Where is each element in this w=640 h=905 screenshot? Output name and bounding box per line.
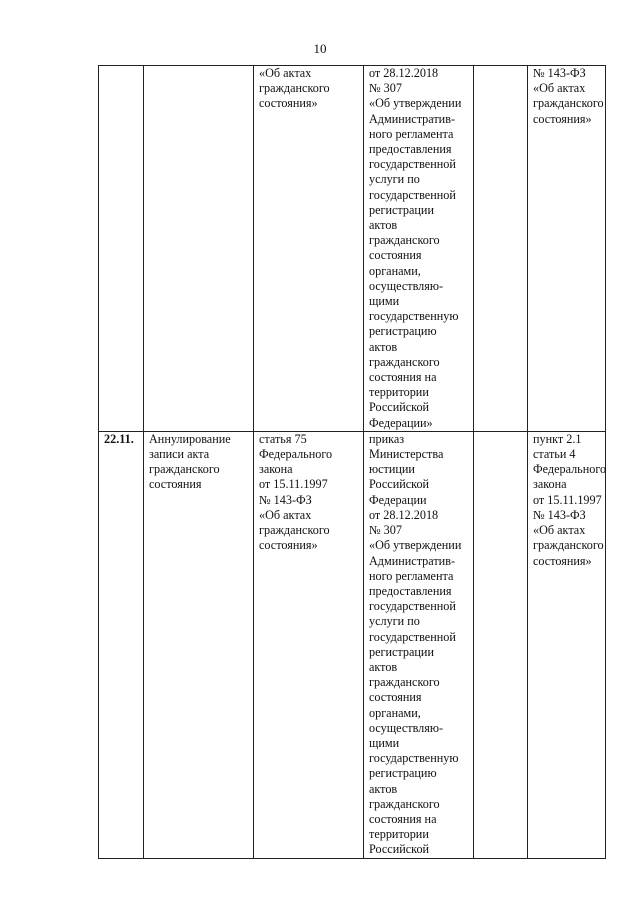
cell-empty	[474, 66, 528, 432]
cell-text-line: приказ	[369, 431, 405, 446]
cell-text-line: Административ-	[369, 111, 456, 126]
cell-text-line: закона	[533, 477, 567, 492]
cell-number	[99, 66, 144, 432]
cell-text-line: актов	[369, 659, 398, 674]
cell-text-line: № 307	[369, 81, 402, 96]
cell-text-line: Федерации	[369, 492, 427, 507]
cell-text-line: состояния	[369, 690, 422, 705]
cell-text-line: регистрации	[369, 644, 434, 659]
cell-text-line: «Об актах	[533, 523, 586, 538]
cell-text-line: состояния»	[533, 111, 592, 126]
cell-text-line: «Об утверждении	[369, 96, 462, 111]
cell-text-line: предоставления	[369, 142, 452, 157]
cell-text-line: услуги по	[369, 172, 420, 187]
cell-text-line: «Об утверждении	[369, 538, 462, 553]
cell-text-line: гражданского	[259, 81, 330, 96]
cell-text-line: государственной	[369, 599, 456, 614]
cell-text-line: регистрации	[369, 202, 434, 217]
cell-text-line: № 143-ФЗ	[259, 492, 312, 507]
cell-text-line: органами,	[369, 263, 421, 278]
cell-text-line: от 28.12.2018	[369, 507, 439, 522]
cell-text-line: Министерства	[369, 447, 444, 462]
cell-text-line: Аннулирование	[149, 431, 231, 446]
cell-text-line: ного регламента	[369, 568, 454, 583]
cell-text-line: от 15.11.1997	[259, 477, 328, 492]
cell-text-line: предоставления	[369, 583, 452, 598]
cell-text-line: регистрацию	[369, 766, 437, 781]
cell-procedure	[144, 431, 254, 858]
cell-text-line: состояния	[149, 477, 202, 492]
cell-text-line: «Об актах	[259, 507, 312, 522]
cell-text-line: состояния	[369, 248, 422, 263]
cell-text-line: Российской	[369, 477, 430, 492]
cell-text-line: услуги по	[369, 614, 420, 629]
cell-text-line: актов	[369, 218, 398, 233]
cell-procedure	[144, 66, 254, 432]
cell-text-line: Федерального	[259, 447, 333, 462]
cell-text-line: гражданского	[149, 462, 220, 477]
cell-text-line: государственной	[369, 629, 456, 644]
cell-text-line: гражданского	[369, 354, 440, 369]
cell-text-line: № 307	[369, 523, 402, 538]
cell-text-line: гражданского	[259, 523, 330, 538]
cell-text-line: состояния на	[369, 811, 437, 826]
cell-text-line: гражданского	[369, 796, 440, 811]
cell-text-line: органами,	[369, 705, 421, 720]
cell-text-line: статья 75	[259, 431, 307, 446]
cell-text-line: состояния»	[533, 553, 592, 568]
cell-text-line: состояния»	[259, 538, 318, 553]
cell-text-line: гражданского	[369, 675, 440, 690]
cell-text-line: осуществляю-	[369, 720, 444, 735]
cell-text-line: состояния»	[259, 96, 318, 111]
cell-text-line: закона	[259, 462, 293, 477]
cell-text-line: Российской	[369, 400, 430, 415]
cell-text-line: государственной	[369, 187, 456, 202]
cell-text-line: юстиции	[369, 462, 415, 477]
cell-text-line: Административ-	[369, 553, 456, 568]
cell-text-line: пункт 2.1	[533, 431, 582, 446]
cell-text-line: гражданского	[369, 233, 440, 248]
cell-text-line: гражданского	[533, 538, 604, 553]
cell-law-article	[254, 431, 364, 858]
cell-text-line: Федерального	[533, 462, 607, 477]
cell-text-line: «Об актах	[533, 81, 586, 96]
cell-text-line: территории	[369, 385, 429, 400]
cell-text-line: государственную	[369, 751, 459, 766]
cell-law-article	[254, 66, 364, 432]
cell-text-line: ного регламента	[369, 126, 454, 141]
page-number: 10	[313, 41, 327, 56]
cell-law-clause	[528, 66, 606, 432]
legal-basis-table	[98, 65, 606, 859]
cell-text-line: 22.11.	[104, 431, 134, 446]
table-row	[99, 431, 606, 858]
cell-ministry-order	[364, 431, 474, 858]
cell-text-line: территории	[369, 827, 429, 842]
cell-text-line: статьи 4	[533, 447, 576, 462]
cell-text-line: «Об актах	[259, 66, 312, 80]
cell-text-line: щими	[369, 735, 400, 750]
cell-text-line: осуществляю-	[369, 278, 444, 293]
cell-number	[99, 431, 144, 858]
cell-text-line: Российской	[369, 842, 430, 857]
cell-text-line: щими	[369, 294, 400, 309]
cell-text-line: государственную	[369, 309, 459, 324]
cell-ministry-order	[364, 66, 474, 432]
cell-text-line: Федерации»	[369, 415, 433, 430]
cell-text-line: № 143-ФЗ	[533, 507, 586, 522]
cell-text-line: гражданского	[533, 96, 604, 111]
cell-text-line: записи акта	[149, 447, 210, 462]
cell-text-line: № 143-ФЗ	[533, 66, 586, 80]
cell-text-line: регистрацию	[369, 324, 437, 339]
cell-text-line: государственной	[369, 157, 456, 172]
cell-empty	[474, 431, 528, 858]
table-row	[99, 66, 606, 432]
cell-text-line: от 15.11.1997	[533, 492, 602, 507]
cell-text-line: от 28.12.2018	[369, 66, 439, 80]
cell-law-clause	[528, 431, 606, 858]
cell-text-line: актов	[369, 339, 398, 354]
cell-text-line: актов	[369, 781, 398, 796]
cell-text-line: состояния на	[369, 370, 437, 385]
